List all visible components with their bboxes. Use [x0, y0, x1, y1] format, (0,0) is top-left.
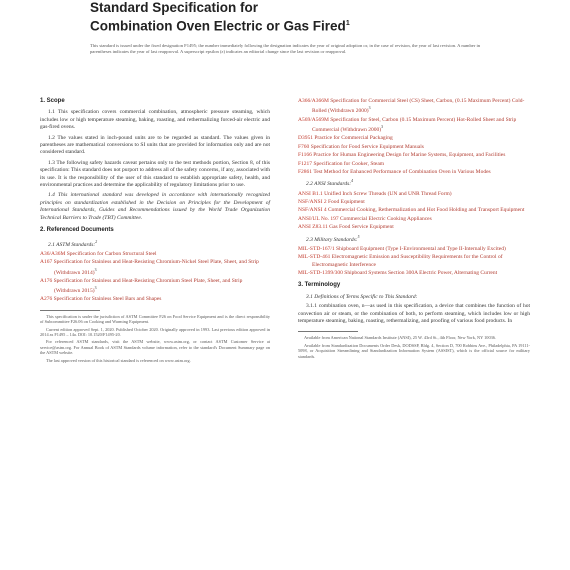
reference-title: Specification for Steel, Carbon (0.15 Maximum Percent) Hot-Rolled Sheet and Strip Commercial (Withdrawn 2000) — [312, 116, 517, 133]
reference-link[interactable]: F760 — [298, 143, 310, 150]
reference-item — [298, 207, 530, 214]
scope-paragraph-1: 1.1 This specification covers commercial combination, atmospheric pressure steaming, which includes low or high temperature steaming, baking, roasting, and rethermalizing forced-air electric and gas-fired ovens. — [40, 109, 270, 131]
reference-link[interactable]: A36/A36M — [40, 250, 66, 257]
reference-link[interactable]: NSF/ANSI 2 — [298, 198, 327, 205]
reference-link[interactable]: D3951 — [298, 135, 313, 142]
terminology-subheading: 3.1 Definitions of Terms Specific to This Standard: — [306, 293, 418, 300]
astm-standards-heading: 2.1 ASTM Standards:$^2$ — [48, 239, 98, 248]
footnote-1-edition: Current edition approved Sept. 1, 2020. Published October 2020. Originally approved in 1993. Last previous edition approved in 2014 as F1495 – 14a. DOI: 10.1520/F1495-20. — [40, 326, 270, 338]
title-line-1: Standard Specification for — [90, 0, 259, 15]
page-title — [90, 0, 490, 35]
footnote-divider — [40, 310, 100, 311]
right-column — [298, 98, 530, 361]
reference-link[interactable]: A276 — [40, 296, 53, 303]
reference-title: Specification for Commercial Steel (CS) Sheet, Carbon, (0.15 Maximum Percent) Cold-Rolled (Withdrawn 2000) — [312, 98, 525, 115]
reference-title: Specification for Stainless and Heat-Resisting Chromium-Nickel Steel Plate, Sheet, and Strip (Withdrawn 2014) — [53, 259, 259, 276]
reference-title: Commercial Electric Cooking Appliances — [339, 215, 432, 222]
astm-reference-list — [40, 251, 270, 304]
left-column — [40, 98, 270, 365]
footnote-marker: 3 — [94, 286, 97, 291]
reference-link[interactable]: A167 — [40, 259, 53, 266]
reference-item — [40, 278, 270, 296]
reference-link[interactable]: A176 — [40, 277, 53, 284]
reference-title: Practice for Commercial Packaging — [314, 135, 393, 142]
reference-title: Practice for Human Engineering Design for Marine Systems, Equipment, and Facilities — [313, 152, 506, 159]
reference-item — [298, 98, 530, 116]
reference-link[interactable]: MIL-STD-1399/300 — [298, 270, 343, 277]
scope-heading: 1. Scope — [40, 98, 65, 104]
reference-link[interactable]: MIL-STD-167/1 — [298, 245, 335, 252]
reference-link[interactable]: ANSI Z83.11 — [298, 224, 328, 231]
military-standards-heading: 2.3 Military Standards:$^5$ — [306, 234, 360, 243]
reference-title: Shipboard Equipment (Type I-Environmental and Type II-Internally Excited) — [336, 245, 506, 252]
scope-paragraph-3: 1.3 The following safety hazards caveat pertains only to the test methods portion, Section 8, of this specification: This standard does not purport to address all of the safety concerns, if any, associated with its use. It is the responsibility of the user of this standard to establish appropriate safety, health, and environmental practices and determine the applicability of regulatory limitations prior to use. — [40, 159, 270, 189]
footnote-marker: 3 — [368, 106, 371, 111]
reference-title: Unified Inch Screw Threads (UN and UNR Thread Form) — [324, 190, 452, 197]
reference-title: Specification for Carbon Structural Steel — [66, 250, 157, 257]
reference-item — [298, 144, 530, 151]
reference-item — [298, 199, 530, 206]
combination-oven-definition: 3.1.1 combination oven, n—as used in this specification, a device that combines the function of hot convection air or steam, or the combination of both, to perform steaming, which includes low or high temperature steaming, baking, roasting, rethermalizing, and proofing of various food products. In — [298, 303, 530, 325]
footnote-1: This specification is under the jurisdiction of ASTM Committee F26 on Food Service Equipment and is the direct responsibility of Subcommittee F26.06 on Cooking and Warming Equipment. — [40, 313, 270, 325]
reference-item — [298, 169, 530, 176]
scope-paragraph-4: 1.4 This international standard was developed in accordance with internationally recognized principles on standardization established in the Decision on Principles for the Development of International Standards, Guides and Recommendations issued by the World Trade Organization Technical Barriers to Trade (TBT) Committee. — [40, 192, 270, 221]
title-line-2: Combination Oven Electric or Gas Fired$^1$ — [90, 18, 350, 34]
reference-item — [298, 161, 530, 168]
reference-item — [298, 135, 530, 142]
reference-title: Commercial Cooking, Rethermalization and Hot Food Holding and Transport Equipment — [327, 207, 525, 214]
footnote-marker: 3 — [381, 125, 384, 130]
ansi-standards-heading: 2.2 ANSI Standards:$^4$ — [306, 179, 353, 188]
footnote-4: Available from American National Standards Institute (ANSI), 25 W. 43rd St., 4th Floor, New York, NY 10036. — [304, 335, 496, 341]
reference-item — [298, 117, 530, 135]
designation-preamble: This standard is issued under the fixed designation F1495; the number immediately following the designation indicates the year of original adoption or, in the case of revision, the year of last revision. A number in parentheses indicates the year of last reapproval. A superscript epsilon (ε) indicates an editorial change since the last revision or reapproval. — [90, 43, 481, 54]
reference-item — [298, 254, 530, 269]
terminology-heading: 3. Terminology — [298, 282, 341, 289]
military-reference-list — [298, 246, 530, 278]
reference-title: Electromagnetic Emission and Susceptibility Requirements for the Control of Electromagnetic Interference — [312, 254, 503, 268]
reference-item — [298, 270, 530, 277]
reference-title: Specification for Stainless and Heat-Resisting Chromium Steel Plate, Sheet, and Strip (Withdrawn 2015) — [53, 277, 243, 295]
reference-item — [40, 259, 270, 277]
reference-title: Gas Food Service Equipment — [329, 224, 394, 231]
ansi-reference-list — [298, 191, 530, 232]
reference-title: Specification for Stainless Steel Bars and Shapes — [53, 296, 162, 303]
scope-paragraph-2: 1.2 The values stated in inch-pound units are to be regarded as standard. The values given in parentheses are mathematical conversions to SI units that are provided for information only and are not considered standard. — [40, 134, 270, 156]
reference-link[interactable]: ANSI B1.1 — [298, 190, 323, 197]
reference-link[interactable]: ANSI/UL No. 197 — [298, 215, 339, 222]
reference-title: Test Method for Enhanced Performance of Combination Oven in Various Modes — [313, 168, 491, 175]
reference-link[interactable]: MIL-STD-461 — [298, 254, 331, 261]
reference-item — [298, 191, 530, 198]
reference-item — [40, 296, 270, 303]
reference-item — [40, 251, 270, 258]
reference-link[interactable]: F1166 — [298, 152, 312, 159]
reference-item — [298, 216, 530, 223]
footnote-2: For referenced ASTM standards, visit the ASTM website, www.astm.org, or contact ASTM Customer Service at service@astm.org. For Annual Book of ASTM Standards volume information, refer to the standard's Document Summary page on the ASTM website. — [40, 339, 270, 356]
reference-item — [298, 224, 530, 231]
footnote-5: Available from Standardization Documents Order Desk, DODSSP, Bldg. 4, Section D, 700 Robbins Ave., Philadelphia, PA 19111-5098, or Acquisition Streamlining and Standardization Information System (ASSIST), which is the official source for military standards. — [298, 342, 530, 359]
reference-item — [298, 152, 530, 159]
footnote-divider-right — [298, 331, 358, 332]
reference-item — [298, 246, 530, 253]
reference-title: Food Equipment — [327, 198, 365, 205]
reference-link[interactable]: A569/A569M — [298, 116, 329, 123]
reference-link[interactable]: NSF/ANSI 4 — [298, 207, 327, 214]
astm-reference-list-continued — [298, 98, 530, 176]
referenced-documents-heading: 2. Referenced Documents — [40, 227, 114, 234]
reference-link[interactable]: F1217 — [298, 160, 313, 167]
reference-title: Shipboard Systems Section 300A Electric Power, Alternating Current — [344, 270, 498, 277]
reference-link[interactable]: F2861 — [298, 168, 313, 175]
reference-title: Specification for Cooker, Steam — [313, 160, 385, 167]
footnote-marker: 3 — [94, 267, 97, 272]
footnote-3: The last approved version of this historical standard is referenced on www.astm.org. — [46, 357, 191, 363]
reference-link[interactable]: A366/A366M — [298, 98, 329, 104]
reference-title: Specification for Food Service Equipment Manuals — [310, 143, 424, 150]
